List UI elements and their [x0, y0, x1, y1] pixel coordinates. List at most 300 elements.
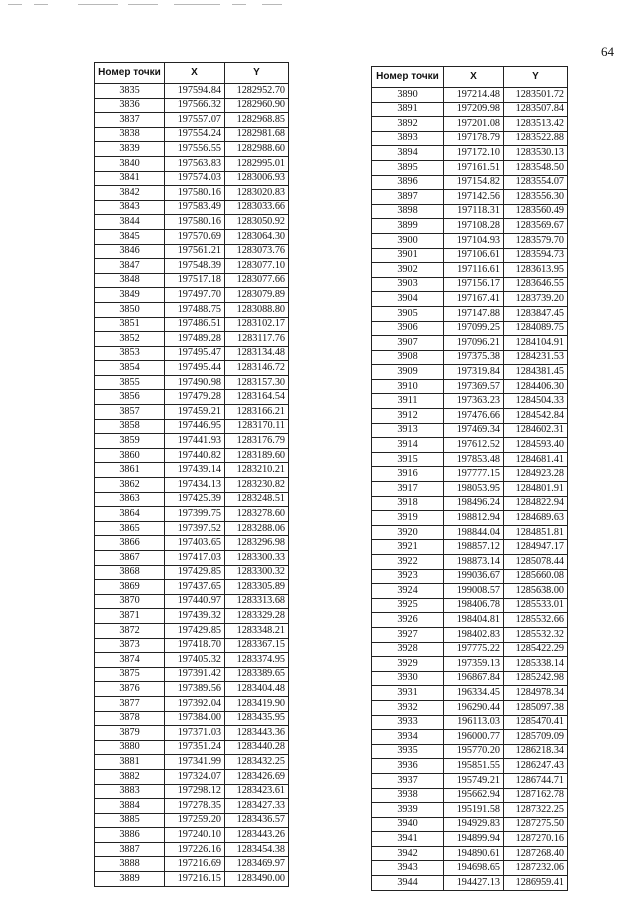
x-coordinate-cell: 197439.14: [165, 463, 225, 478]
x-coordinate-cell: 197319.84: [444, 365, 504, 380]
y-coordinate-cell: 1283548.50: [504, 160, 568, 175]
table-row: [372, 569, 568, 584]
y-coordinate-cell: 1283404.48: [225, 682, 289, 697]
point-number-cell: 3896: [372, 175, 444, 190]
x-coordinate-cell: 197489.28: [165, 332, 225, 347]
y-coordinate-cell: 1283146.72: [225, 361, 289, 376]
table-row: [95, 113, 289, 128]
x-coordinate-cell: 197437.65: [165, 580, 225, 595]
y-coordinate-cell: 1283554.07: [504, 175, 568, 190]
x-coordinate-cell: 197563.83: [165, 156, 225, 171]
x-coordinate-cell: 197440.82: [165, 448, 225, 463]
x-coordinate-cell: 197476.66: [444, 409, 504, 424]
y-coordinate-cell: 1283300.33: [225, 551, 289, 566]
point-number-cell: 3937: [372, 773, 444, 788]
table-row: [372, 233, 568, 248]
y-coordinate-cell: 1284602.31: [504, 423, 568, 438]
table-row: [372, 263, 568, 278]
table-header-row: [95, 63, 289, 84]
x-coordinate-cell: 197216.15: [165, 872, 225, 887]
table-row: [95, 638, 289, 653]
x-coordinate-cell: 195191.58: [444, 803, 504, 818]
y-coordinate-cell: 1283166.21: [225, 405, 289, 420]
y-coordinate-cell: 1284406.30: [504, 379, 568, 394]
table-row: [372, 613, 568, 628]
point-number-cell: 3888: [95, 857, 165, 872]
y-coordinate-cell: 1283423.61: [225, 784, 289, 799]
point-number-cell: 3849: [95, 288, 165, 303]
point-number-cell: 3922: [372, 555, 444, 570]
y-coordinate-cell: 1282952.70: [225, 84, 289, 99]
table-row: [95, 478, 289, 493]
y-coordinate-cell: 1283594.73: [504, 248, 568, 263]
x-coordinate-cell: 198873.14: [444, 555, 504, 570]
x-coordinate-cell: 197099.25: [444, 321, 504, 336]
x-coordinate-cell: 194698.65: [444, 861, 504, 876]
y-coordinate-cell: 1287322.25: [504, 803, 568, 818]
point-number-cell: 3878: [95, 711, 165, 726]
table-row: [95, 799, 289, 814]
point-number-cell: 3938: [372, 788, 444, 803]
table-row: [372, 861, 568, 876]
y-coordinate-cell: 1282968.85: [225, 113, 289, 128]
x-coordinate-cell: 197561.21: [165, 244, 225, 259]
table-row: [95, 755, 289, 770]
y-coordinate-cell: 1283305.89: [225, 580, 289, 595]
point-number-cell: 3910: [372, 379, 444, 394]
point-number-cell: 3943: [372, 861, 444, 876]
table-row: [95, 711, 289, 726]
y-coordinate-cell: 1283157.30: [225, 375, 289, 390]
y-coordinate-cell: 1284231.53: [504, 350, 568, 365]
point-number-cell: 3912: [372, 409, 444, 424]
point-number-cell: 3887: [95, 842, 165, 857]
y-coordinate-cell: 1284822.94: [504, 496, 568, 511]
x-coordinate-cell: 194890.61: [444, 846, 504, 861]
x-coordinate-cell: 197566.32: [165, 98, 225, 113]
table-row: [372, 759, 568, 774]
point-number-cell: 3872: [95, 623, 165, 638]
table-row: [372, 642, 568, 657]
point-number-cell: 3856: [95, 390, 165, 405]
table-row: [372, 277, 568, 292]
x-coordinate-cell: 197459.21: [165, 405, 225, 420]
point-number-cell: 3916: [372, 467, 444, 482]
x-coordinate-cell: 197469.34: [444, 423, 504, 438]
x-coordinate-cell: 197389.56: [165, 682, 225, 697]
point-number-cell: 3907: [372, 336, 444, 351]
x-coordinate-cell: 197397.52: [165, 521, 225, 536]
x-coordinate-cell: 197375.38: [444, 350, 504, 365]
table-row: [95, 653, 289, 668]
x-coordinate-cell: 197371.03: [165, 726, 225, 741]
y-coordinate-cell: 1283436.57: [225, 813, 289, 828]
x-coordinate-cell: 197853.48: [444, 452, 504, 467]
x-coordinate-cell: 197490.98: [165, 375, 225, 390]
point-number-cell: 3866: [95, 536, 165, 551]
y-coordinate-cell: 1283300.32: [225, 565, 289, 580]
point-number-cell: 3860: [95, 448, 165, 463]
x-coordinate-cell: 197156.17: [444, 277, 504, 292]
y-coordinate-cell: 1286744.71: [504, 773, 568, 788]
point-number-cell: 3852: [95, 332, 165, 347]
point-number-cell: 3884: [95, 799, 165, 814]
table-row: [372, 175, 568, 190]
x-coordinate-cell: 197497.70: [165, 288, 225, 303]
y-coordinate-cell: 1283454.38: [225, 842, 289, 857]
point-number-cell: 3891: [372, 102, 444, 117]
y-coordinate-cell: 1283248.51: [225, 492, 289, 507]
x-coordinate-cell: 197517.18: [165, 273, 225, 288]
y-coordinate-cell: 1283374.95: [225, 653, 289, 668]
x-coordinate-cell: 196113.03: [444, 715, 504, 730]
x-coordinate-cell: 194929.83: [444, 817, 504, 832]
table-row: [95, 463, 289, 478]
y-coordinate-cell: 1283530.13: [504, 146, 568, 161]
y-coordinate-cell: 1284104.91: [504, 336, 568, 351]
x-coordinate-cell: 197417.03: [165, 551, 225, 566]
y-coordinate-cell: 1283560.49: [504, 204, 568, 219]
x-coordinate-cell: 197118.31: [444, 204, 504, 219]
x-coordinate-cell: 196334.45: [444, 686, 504, 701]
y-coordinate-cell: 1283134.48: [225, 346, 289, 361]
point-number-cell: 3928: [372, 642, 444, 657]
x-coordinate-cell: 197147.88: [444, 306, 504, 321]
x-coordinate-cell: 197556.55: [165, 142, 225, 157]
table-row: [372, 336, 568, 351]
table-row: [372, 204, 568, 219]
point-number-cell: 3894: [372, 146, 444, 161]
table-row: [95, 492, 289, 507]
y-coordinate-cell: 1283847.45: [504, 306, 568, 321]
table-row: [372, 482, 568, 497]
x-coordinate-cell: 197096.21: [444, 336, 504, 351]
point-number-cell: 3917: [372, 482, 444, 497]
table-row: [372, 248, 568, 263]
x-coordinate-cell: 197580.16: [165, 215, 225, 230]
table-body-right: [372, 88, 568, 891]
table-row: [372, 131, 568, 146]
table-row: [372, 321, 568, 336]
x-coordinate-cell: 195770.20: [444, 744, 504, 759]
column-header-x: X: [165, 63, 225, 84]
x-coordinate-cell: 197369.57: [444, 379, 504, 394]
table-row: [95, 229, 289, 244]
y-coordinate-cell: 1285638.00: [504, 584, 568, 599]
y-coordinate-cell: 1285338.14: [504, 657, 568, 672]
coordinates-table-left: [94, 62, 289, 887]
point-number-cell: 3839: [95, 142, 165, 157]
point-number-cell: 3913: [372, 423, 444, 438]
point-number-cell: 3859: [95, 434, 165, 449]
x-coordinate-cell: 197495.44: [165, 361, 225, 376]
point-number-cell: 3865: [95, 521, 165, 536]
x-coordinate-cell: 197324.07: [165, 769, 225, 784]
table-row: [95, 872, 289, 887]
y-coordinate-cell: 1283490.00: [225, 872, 289, 887]
y-coordinate-cell: 1283064.30: [225, 229, 289, 244]
x-coordinate-cell: 197418.70: [165, 638, 225, 653]
y-coordinate-cell: 1283050.92: [225, 215, 289, 230]
x-coordinate-cell: 197583.49: [165, 200, 225, 215]
y-coordinate-cell: 1284681.41: [504, 452, 568, 467]
y-coordinate-cell: 1282960.90: [225, 98, 289, 113]
point-number-cell: 3925: [372, 598, 444, 613]
y-coordinate-cell: 1283419.90: [225, 696, 289, 711]
table-row: [95, 828, 289, 843]
table-row: [372, 438, 568, 453]
table-row: [95, 375, 289, 390]
y-coordinate-cell: 1283102.17: [225, 317, 289, 332]
x-coordinate-cell: 197405.32: [165, 653, 225, 668]
table-row: [95, 186, 289, 201]
table-row: [372, 598, 568, 613]
x-coordinate-cell: 197479.28: [165, 390, 225, 405]
table-row: [95, 346, 289, 361]
y-coordinate-cell: 1282988.60: [225, 142, 289, 157]
column-header-x: X: [444, 67, 504, 88]
y-coordinate-cell: 1283033.66: [225, 200, 289, 215]
point-number-cell: 3853: [95, 346, 165, 361]
point-number-cell: 3868: [95, 565, 165, 580]
point-number-cell: 3858: [95, 419, 165, 434]
table-row: [372, 511, 568, 526]
y-coordinate-cell: 1284923.28: [504, 467, 568, 482]
x-coordinate-cell: 199036.67: [444, 569, 504, 584]
x-coordinate-cell: 197351.24: [165, 740, 225, 755]
point-number-cell: 3932: [372, 700, 444, 715]
point-number-cell: 3871: [95, 609, 165, 624]
y-coordinate-cell: 1283426.69: [225, 769, 289, 784]
point-number-cell: 3914: [372, 438, 444, 453]
table-row: [95, 273, 289, 288]
y-coordinate-cell: 1283077.66: [225, 273, 289, 288]
table-row: [372, 350, 568, 365]
x-coordinate-cell: 197391.42: [165, 667, 225, 682]
y-coordinate-cell: 1283435.95: [225, 711, 289, 726]
x-coordinate-cell: 196867.84: [444, 671, 504, 686]
y-coordinate-cell: 1283469.97: [225, 857, 289, 872]
y-coordinate-cell: 1283427.33: [225, 799, 289, 814]
table-row: [372, 817, 568, 832]
y-coordinate-cell: 1286247.43: [504, 759, 568, 774]
x-coordinate-cell: 197488.75: [165, 302, 225, 317]
x-coordinate-cell: 197216.69: [165, 857, 225, 872]
x-coordinate-cell: 197429.85: [165, 623, 225, 638]
point-number-cell: 3892: [372, 117, 444, 132]
table-header-row: [372, 67, 568, 88]
point-number-cell: 3918: [372, 496, 444, 511]
y-coordinate-cell: 1283088.80: [225, 302, 289, 317]
x-coordinate-cell: 195851.55: [444, 759, 504, 774]
point-number-cell: 3939: [372, 803, 444, 818]
table-row: [95, 857, 289, 872]
table-row: [95, 317, 289, 332]
table-row: [95, 740, 289, 755]
x-coordinate-cell: 197201.08: [444, 117, 504, 132]
point-number-cell: 3870: [95, 594, 165, 609]
table-row: [95, 726, 289, 741]
table-row: [95, 580, 289, 595]
point-number-cell: 3862: [95, 478, 165, 493]
x-coordinate-cell: 194427.13: [444, 876, 504, 891]
x-coordinate-cell: 198812.94: [444, 511, 504, 526]
point-number-cell: 3900: [372, 233, 444, 248]
y-coordinate-cell: 1283079.89: [225, 288, 289, 303]
table-row: [372, 306, 568, 321]
table-row: [372, 700, 568, 715]
column-header-y: Y: [504, 67, 568, 88]
x-coordinate-cell: 197226.16: [165, 842, 225, 857]
x-coordinate-cell: 197104.93: [444, 233, 504, 248]
column-header-point-number: Номер точки: [372, 67, 444, 88]
x-coordinate-cell: 197403.65: [165, 536, 225, 551]
point-number-cell: 3879: [95, 726, 165, 741]
y-coordinate-cell: 1283288.06: [225, 521, 289, 536]
table-row: [95, 142, 289, 157]
x-coordinate-cell: 195662.94: [444, 788, 504, 803]
y-coordinate-cell: 1283210.21: [225, 463, 289, 478]
table-row: [372, 555, 568, 570]
x-coordinate-cell: 198402.83: [444, 627, 504, 642]
y-coordinate-cell: 1284851.81: [504, 525, 568, 540]
y-coordinate-cell: 1283020.83: [225, 186, 289, 201]
point-number-cell: 3848: [95, 273, 165, 288]
y-coordinate-cell: 1285532.66: [504, 613, 568, 628]
x-coordinate-cell: 196290.44: [444, 700, 504, 715]
point-number-cell: 3920: [372, 525, 444, 540]
point-number-cell: 3886: [95, 828, 165, 843]
point-number-cell: 3846: [95, 244, 165, 259]
x-coordinate-cell: 198404.81: [444, 613, 504, 628]
y-coordinate-cell: 1282981.68: [225, 127, 289, 142]
y-coordinate-cell: 1285078.44: [504, 555, 568, 570]
point-number-cell: 3877: [95, 696, 165, 711]
table-row: [95, 419, 289, 434]
table-row: [95, 215, 289, 230]
point-number-cell: 3876: [95, 682, 165, 697]
x-coordinate-cell: 197106.61: [444, 248, 504, 263]
y-coordinate-cell: 1283579.70: [504, 233, 568, 248]
point-number-cell: 3844: [95, 215, 165, 230]
table-row: [372, 715, 568, 730]
y-coordinate-cell: 1285533.01: [504, 598, 568, 613]
x-coordinate-cell: 197214.48: [444, 88, 504, 103]
table-row: [372, 190, 568, 205]
y-coordinate-cell: 1283739.20: [504, 292, 568, 307]
point-number-cell: 3904: [372, 292, 444, 307]
column-header-y: Y: [225, 63, 289, 84]
coordinates-table-right: [371, 66, 568, 891]
table-row: [372, 146, 568, 161]
table-row: [372, 394, 568, 409]
point-number-cell: 3841: [95, 171, 165, 186]
point-number-cell: 3899: [372, 219, 444, 234]
point-number-cell: 3905: [372, 306, 444, 321]
table-row: [95, 244, 289, 259]
point-number-cell: 3931: [372, 686, 444, 701]
y-coordinate-cell: 1283230.82: [225, 478, 289, 493]
point-number-cell: 3893: [372, 131, 444, 146]
table-row: [372, 379, 568, 394]
point-number-cell: 3898: [372, 204, 444, 219]
y-coordinate-cell: 1284947.17: [504, 540, 568, 555]
table-row: [95, 84, 289, 99]
point-number-cell: 3881: [95, 755, 165, 770]
scan-artifact-marks: [0, 0, 640, 12]
table-row: [95, 696, 289, 711]
table-row: [95, 507, 289, 522]
y-coordinate-cell: 1283443.26: [225, 828, 289, 843]
x-coordinate-cell: 195749.21: [444, 773, 504, 788]
table-row: [95, 813, 289, 828]
point-number-cell: 3936: [372, 759, 444, 774]
column-header-point-number: Номер точки: [95, 63, 165, 84]
table-row: [95, 667, 289, 682]
x-coordinate-cell: 197363.23: [444, 394, 504, 409]
y-coordinate-cell: 1283522.88: [504, 131, 568, 146]
x-coordinate-cell: 197777.15: [444, 467, 504, 482]
x-coordinate-cell: 197434.13: [165, 478, 225, 493]
point-number-cell: 3906: [372, 321, 444, 336]
table-row: [95, 200, 289, 215]
point-number-cell: 3836: [95, 98, 165, 113]
y-coordinate-cell: 1284089.75: [504, 321, 568, 336]
x-coordinate-cell: 197209.98: [444, 102, 504, 117]
table-row: [95, 536, 289, 551]
x-coordinate-cell: 198406.78: [444, 598, 504, 613]
y-coordinate-cell: 1283189.60: [225, 448, 289, 463]
y-coordinate-cell: 1287162.78: [504, 788, 568, 803]
point-number-cell: 3911: [372, 394, 444, 409]
x-coordinate-cell: 197775.22: [444, 642, 504, 657]
y-coordinate-cell: 1283348.21: [225, 623, 289, 638]
y-coordinate-cell: 1283501.72: [504, 88, 568, 103]
table-row: [372, 627, 568, 642]
table-row: [95, 623, 289, 638]
x-coordinate-cell: 197240.10: [165, 828, 225, 843]
point-number-cell: 3855: [95, 375, 165, 390]
table-row: [95, 769, 289, 784]
x-coordinate-cell: 197557.07: [165, 113, 225, 128]
point-number-cell: 3861: [95, 463, 165, 478]
table-row: [372, 671, 568, 686]
y-coordinate-cell: 1285097.38: [504, 700, 568, 715]
y-coordinate-cell: 1283117.76: [225, 332, 289, 347]
y-coordinate-cell: 1283443.36: [225, 726, 289, 741]
table-row: [372, 846, 568, 861]
table-row: [372, 496, 568, 511]
table-row: [95, 551, 289, 566]
table-row: [372, 584, 568, 599]
x-coordinate-cell: 197612.52: [444, 438, 504, 453]
y-coordinate-cell: 1285470.41: [504, 715, 568, 730]
x-coordinate-cell: 197570.69: [165, 229, 225, 244]
point-number-cell: 3880: [95, 740, 165, 755]
table-row: [372, 219, 568, 234]
y-coordinate-cell: 1283432.25: [225, 755, 289, 770]
point-number-cell: 3909: [372, 365, 444, 380]
x-coordinate-cell: 198844.04: [444, 525, 504, 540]
y-coordinate-cell: 1283164.54: [225, 390, 289, 405]
point-number-cell: 3835: [95, 84, 165, 99]
point-number-cell: 3864: [95, 507, 165, 522]
point-number-cell: 3845: [95, 229, 165, 244]
point-number-cell: 3933: [372, 715, 444, 730]
y-coordinate-cell: 1284542.84: [504, 409, 568, 424]
y-coordinate-cell: 1283556.30: [504, 190, 568, 205]
y-coordinate-cell: 1285532.32: [504, 627, 568, 642]
